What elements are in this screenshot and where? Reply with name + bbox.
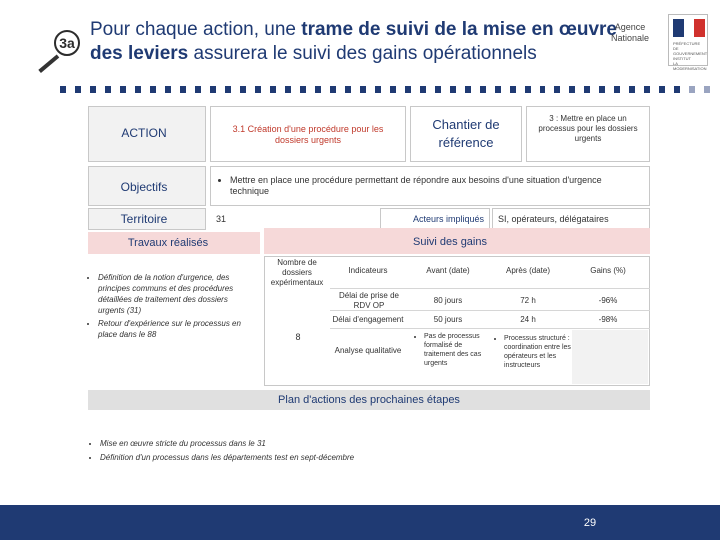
plan-title: Plan d'actions des prochaines étapes <box>278 394 460 406</box>
dot <box>659 86 665 93</box>
row3-gains-cell <box>572 330 648 384</box>
dot <box>405 86 411 93</box>
dot <box>60 86 66 93</box>
dot <box>75 86 81 93</box>
agency-line1: Agence <box>614 22 646 32</box>
dot <box>240 86 246 93</box>
col-indicateurs: Indicateurs <box>348 266 388 275</box>
travaux-item: • Retour d'expérience sur le processus en place dans le 88 <box>98 318 256 340</box>
dot <box>375 86 381 93</box>
dot <box>704 86 710 93</box>
row1-gains: -96% <box>598 296 618 305</box>
decorative-dots <box>60 86 710 94</box>
dot <box>255 86 261 93</box>
plan-list <box>88 438 648 466</box>
dot <box>90 86 96 93</box>
row3-apres-text: • Processus structuré : coordination entre les opérateurs et les instructeurs <box>504 334 572 370</box>
dot <box>420 86 426 93</box>
col-dossiers: Nombre de dossiers expérimentaux <box>270 258 324 287</box>
dot <box>150 86 156 93</box>
objectifs-value <box>218 175 643 199</box>
dot <box>300 86 306 93</box>
territoire-value: 31 <box>216 214 227 224</box>
suivi-title: Suivi des gains <box>413 236 487 248</box>
agency-label <box>600 22 660 44</box>
section-badge: 3a <box>54 30 80 56</box>
page-number: 29 <box>583 517 597 529</box>
logo-line: LA MODERNISATION <box>673 61 707 71</box>
logo-line: INSTITUT <box>673 56 691 61</box>
col-apres: Après (date) <box>505 266 551 275</box>
row2-apres: 24 h <box>520 315 536 324</box>
row3-indicateur: Analyse qualitative <box>334 346 402 355</box>
dot <box>465 86 471 93</box>
dot <box>584 86 590 93</box>
row1-indicateur: Délai de prise de RDV OP <box>338 291 400 310</box>
row3-avant-text: • Pas de processus formalisé de traitement des cas urgents <box>424 332 488 368</box>
table-divider <box>330 288 650 289</box>
dossiers-value: 8 <box>295 332 301 342</box>
dot <box>165 86 171 93</box>
dot <box>495 86 501 93</box>
row2-indicateur: Délai d'engagement <box>332 315 404 324</box>
logo-text <box>673 41 708 71</box>
dot <box>180 86 186 93</box>
acteurs-value: SI, opérateurs, délégataires <box>498 214 609 224</box>
travaux-item: • Définition de la notion d'urgence, des principes communs et des procédures détaillées de traitement des dossiers urgents (31) <box>98 272 256 316</box>
objectifs-text: • Mettre en place une procédure permettant de répondre aux besoins d'une situation d'urgence technique <box>230 175 643 197</box>
dot <box>599 86 605 93</box>
row3-apres <box>492 334 572 372</box>
dot <box>450 86 456 93</box>
dot <box>330 86 336 93</box>
row1-apres: 72 h <box>520 296 536 305</box>
dot <box>435 86 441 93</box>
title-bold1: trame de suivi de la mise en œuvre des leviers <box>90 19 618 64</box>
footer-bar <box>0 505 720 540</box>
dot <box>554 86 560 93</box>
dot <box>285 86 291 93</box>
table-divider <box>330 328 650 329</box>
dot <box>644 86 650 93</box>
plan-item: • Définition d'un processus dans les départements test en sept-décembre <box>100 452 648 464</box>
magnifier-icon <box>38 54 59 72</box>
row2-avant: 50 jours <box>433 315 463 324</box>
col-avant: Avant (date) <box>426 266 470 275</box>
objectifs-label: Objectifs <box>120 180 168 194</box>
dot lt <box>689 86 695 93</box>
logo-line: GOUVERNEMENT <box>673 51 708 56</box>
chantier-value: 3 : Mettre en place un processus pour les dossiers urgents <box>538 114 638 143</box>
flag-icon <box>673 19 705 37</box>
col-gains: Gains (%) <box>590 266 626 275</box>
plan-item: • Mise en œuvre stricte du processus dans le 31 <box>100 438 648 450</box>
dot <box>569 86 575 93</box>
dot <box>315 86 321 93</box>
government-logo <box>668 14 708 71</box>
dot <box>480 86 486 93</box>
dot <box>195 86 201 93</box>
dot <box>510 86 516 93</box>
dot <box>390 86 396 93</box>
action-value: 3.1 Création d'une procédure pour les dossiers urgents <box>232 124 384 145</box>
dot <box>629 86 635 93</box>
logo-line: PRÉFECTURE DE <box>673 41 701 51</box>
travaux-title: Travaux réalisés <box>127 237 209 249</box>
dot <box>120 86 126 93</box>
dot <box>540 86 546 93</box>
acteurs-label: Acteurs impliqués <box>412 214 484 224</box>
title-part1: Pour chaque action, une <box>90 19 302 40</box>
dot <box>614 86 620 93</box>
dot <box>345 86 351 93</box>
dot <box>270 86 276 93</box>
dot <box>360 86 366 93</box>
row1-avant: 80 jours <box>433 296 463 305</box>
dot <box>105 86 111 93</box>
page-title <box>90 18 650 66</box>
agency-line2: Nationale <box>610 33 650 43</box>
dot <box>525 86 531 93</box>
dot <box>225 86 231 93</box>
row3-avant <box>412 332 488 370</box>
dot <box>135 86 141 93</box>
row2-gains: -98% <box>598 315 618 324</box>
travaux-list <box>86 272 256 342</box>
action-label: ACTION <box>121 126 167 140</box>
chantier-label: Chantier de référence <box>432 117 500 150</box>
dot <box>210 86 216 93</box>
title-part2: assurera le suivi des gains opérationnels <box>188 43 537 64</box>
dot <box>674 86 680 93</box>
territoire-label: Territoire <box>120 212 168 226</box>
